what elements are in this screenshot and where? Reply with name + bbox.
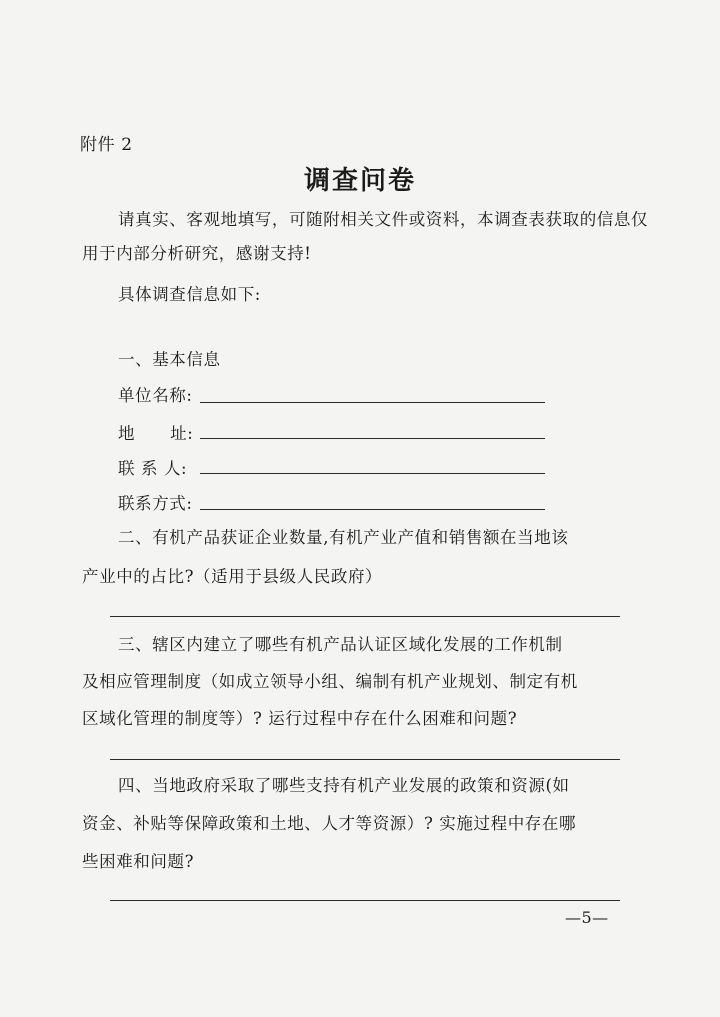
section-4-answer-line[interactable] xyxy=(110,900,620,901)
page-number: —5— xyxy=(565,908,609,927)
section-4-line-3: 些困难和问题? xyxy=(82,852,195,871)
intro-line-1: 请真实、客观地填写，可随附相关文件或资料，本调查表获取的信息仅 xyxy=(118,210,649,229)
field-label-contact-person: 联 系 人: xyxy=(118,459,188,478)
intro-line-3: 具体调查信息如下: xyxy=(118,285,261,304)
section-4-line-1: 四、当地政府采取了哪些支持有机产业发展的政策和资源(如 xyxy=(118,776,570,795)
field-label-unit-name: 单位名称: xyxy=(118,386,193,405)
attachment-label: 附件 2 xyxy=(80,135,133,155)
section-1-heading: 一、基本信息 xyxy=(118,350,221,369)
section-3-line-3: 区域化管理的制度等）? 运行过程中存在什么困难和问题? xyxy=(82,709,518,728)
contact-method-field[interactable] xyxy=(200,509,545,510)
section-2-line-2: 产业中的占比?（适用于县级人民政府） xyxy=(82,567,383,586)
intro-line-2: 用于内部分析研究，感谢支持! xyxy=(82,244,312,263)
field-label-address: 地 址: xyxy=(118,424,194,443)
field-label-contact-method: 联系方式: xyxy=(118,494,193,513)
section-2-line-1: 二、有机产品获证企业数量,有机产业产值和销售额在当地该 xyxy=(118,528,569,547)
section-3-line-2: 及相应管理制度（如成立领导小组、编制有机产业规划、制定有机 xyxy=(82,672,578,691)
unit-name-field[interactable] xyxy=(200,402,545,403)
section-4-line-2: 资金、补贴等保障政策和土地、人才等资源）? 实施过程中存在哪 xyxy=(82,814,577,833)
section-3-answer-line[interactable] xyxy=(110,759,620,760)
contact-person-field[interactable] xyxy=(200,473,545,474)
section-2-answer-line[interactable] xyxy=(110,616,620,617)
section-3-line-1: 三、辖区内建立了哪些有机产品认证区域化发展的工作机制 xyxy=(118,635,563,654)
page-title: 调查问卷 xyxy=(303,166,416,196)
address-field[interactable] xyxy=(200,438,545,439)
